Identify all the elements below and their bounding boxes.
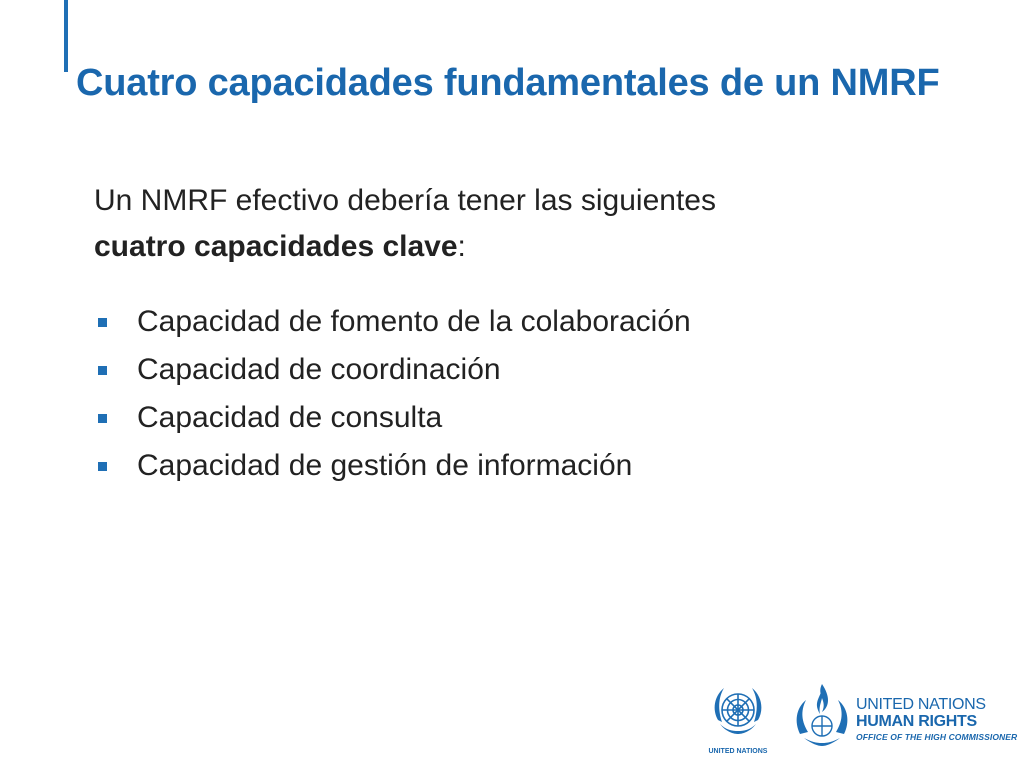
list-item-label: Capacidad de gestión de información xyxy=(137,449,633,482)
list-item xyxy=(94,394,691,442)
un-logo-caption: UNITED NATIONS xyxy=(708,748,768,755)
ohchr-wordmark xyxy=(856,696,1017,744)
title-accent-bar xyxy=(64,0,68,72)
bullet-icon xyxy=(98,366,107,375)
intro-line-2 xyxy=(94,224,716,270)
intro-suffix: : xyxy=(457,230,466,263)
bullet-icon xyxy=(98,414,107,423)
flame-laurel-icon xyxy=(790,680,854,752)
list-item-label: Capacidad de coordinación xyxy=(137,353,501,386)
intro-line-1: Un NMRF efectivo debería tener las siguientes xyxy=(94,184,716,217)
bullet-icon xyxy=(98,318,107,327)
intro-emphasis: cuatro capacidades clave xyxy=(94,230,458,263)
ohchr-line-2: HUMAN RIGHTS xyxy=(856,713,977,730)
list-item xyxy=(94,298,691,346)
ohchr-emblem-logo xyxy=(790,680,854,752)
list-item xyxy=(94,442,691,490)
list-item xyxy=(94,346,691,394)
bullet-icon xyxy=(98,462,107,471)
capabilities-list xyxy=(94,298,691,490)
footer-logos xyxy=(706,680,1018,760)
list-item-label: Capacidad de consulta xyxy=(137,401,443,434)
un-emblem-logo xyxy=(706,680,770,760)
intro-text xyxy=(94,178,716,270)
ohchr-line-1: UNITED NATIONS xyxy=(856,696,986,713)
slide-title: Cuatro capacidades fundamentales de un NMRF xyxy=(76,62,940,104)
un-emblem-icon xyxy=(706,680,770,746)
ohchr-line-3: OFFICE OF THE HIGH COMMISSIONER xyxy=(856,732,1018,742)
list-item-label: Capacidad de fomento de la colaboración xyxy=(137,305,691,338)
